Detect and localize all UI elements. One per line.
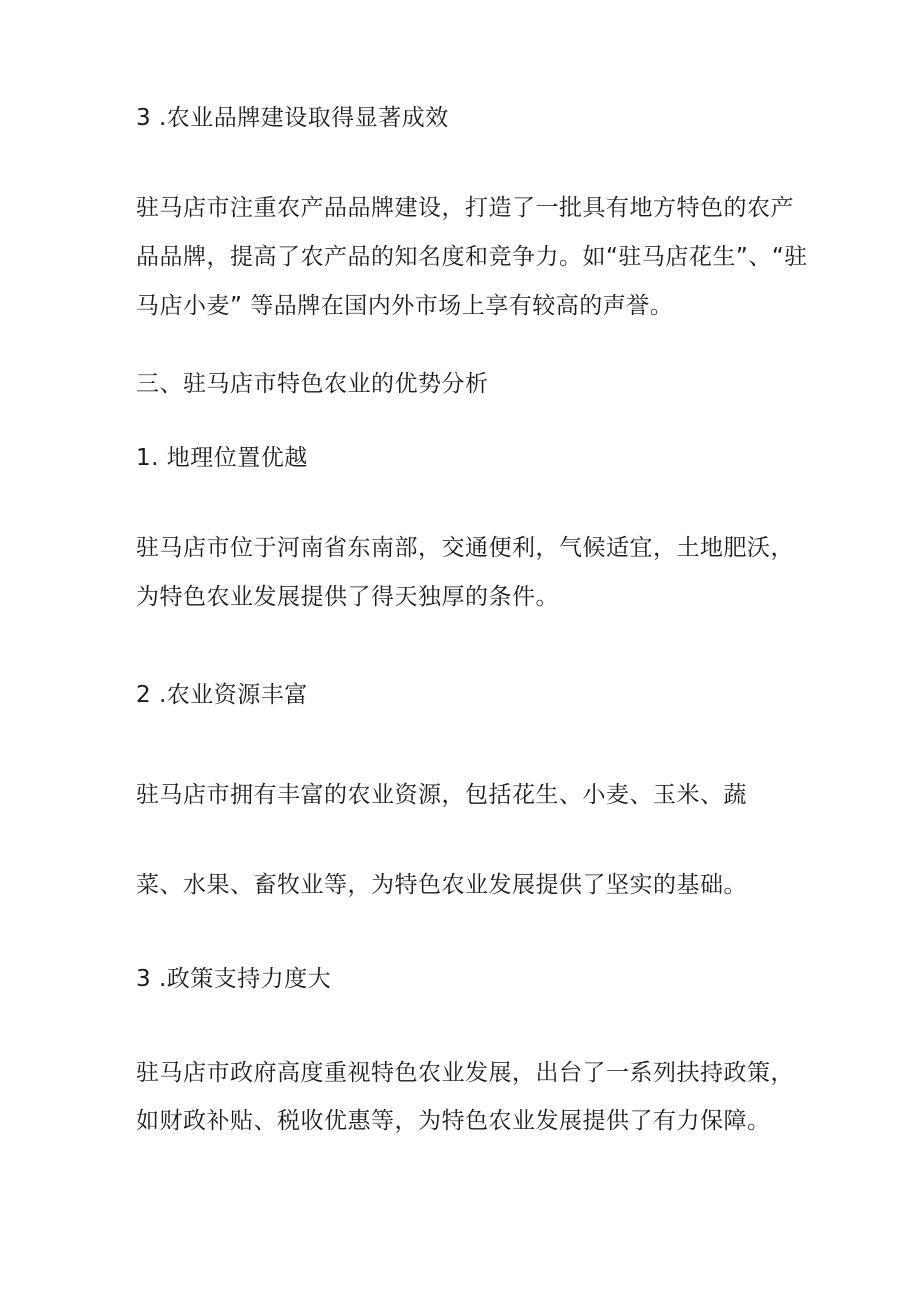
adv1-body-line-1: 驻马店市位于河南省东南部，交通便利，气候适宜，土地肥沃， xyxy=(136,535,794,561)
adv2-heading: 2 .农业资源丰富 xyxy=(136,682,308,708)
section3-heading: 3 .农业品牌建设取得显著成效 xyxy=(136,105,449,131)
adv3-body-line-1: 驻马店市政府高度重视特色农业发展，出台了一系列扶持政策， xyxy=(136,1060,794,1086)
section3-body-line-1: 驻马店市注重农产品品牌建设，打造了一批具有地方特色的农产 xyxy=(136,195,794,221)
adv1-heading: 1. 地理位置优越 xyxy=(136,445,308,471)
section3-body-line-2: 品品牌，提高了农产品的知名度和竞争力。如“驻马店花生”、“驻 xyxy=(136,244,808,270)
section3-body-line-3: 马店小麦” 等品牌在国内外市场上享有较高的声誉。 xyxy=(136,293,674,319)
adv2-body-line-2: 菜、水果、畜牧业等，为特色农业发展提供了坚实的基础。 xyxy=(136,872,747,898)
adv3-body-line-2: 如财政补贴、税收优惠等，为特色农业发展提供了有力保障。 xyxy=(136,1108,771,1134)
part3-title: 三、驻马店市特色农业的优势分析 xyxy=(136,371,489,397)
adv1-body-line-2: 为特色农业发展提供了得天独厚的条件。 xyxy=(136,584,559,610)
adv3-heading: 3 .政策支持力度大 xyxy=(136,966,332,992)
adv2-body-line-1: 驻马店市拥有丰富的农业资源，包括花生、小麦、玉米、蔬 xyxy=(136,782,747,808)
